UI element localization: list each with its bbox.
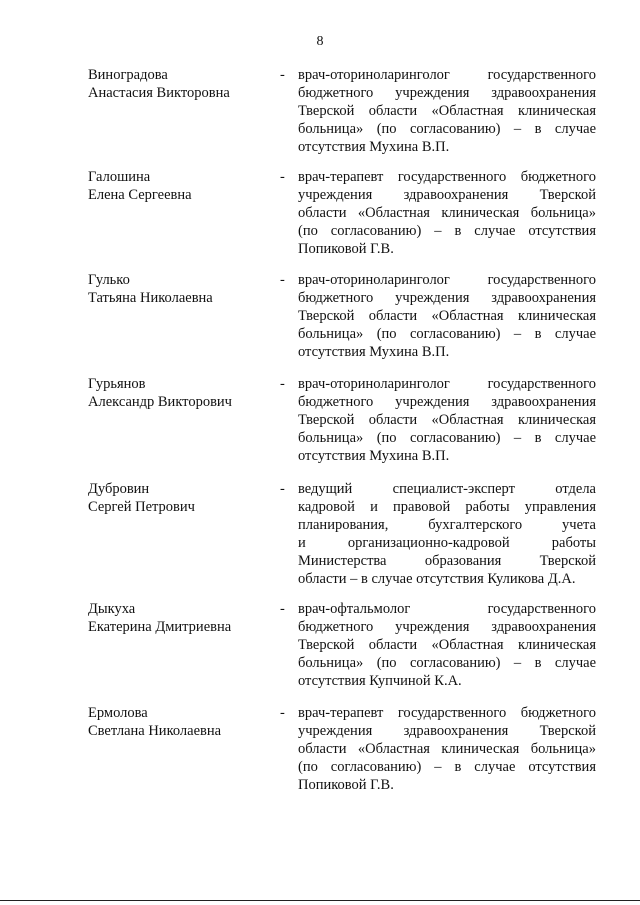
role-line: Тверской области «Областная клиническая	[298, 412, 596, 428]
person-name	[88, 271, 268, 307]
person-name	[88, 168, 268, 204]
given-name: Александр Викторович	[88, 394, 232, 410]
surname: Галошина	[88, 169, 151, 185]
role-line: Попиковой Г.В.	[298, 777, 394, 793]
role-line: бюджетного учреждения здравоохранения	[298, 290, 596, 306]
surname: Гурьянов	[88, 376, 146, 392]
given-name: Татьяна Николаевна	[88, 290, 213, 306]
surname: Дыкуха	[88, 601, 136, 617]
surname: Ермолова	[88, 705, 148, 721]
person-name	[88, 375, 268, 411]
role-line: больница» (по согласованию) – в случае	[298, 121, 596, 137]
role-line: больница» (по согласованию) – в случае	[298, 655, 596, 671]
role-line: врач-терапевт государственного бюджетного	[298, 169, 596, 185]
given-name: Екатерина Дмитриевна	[88, 619, 232, 635]
role-line: ведущий специалист-эксперт отдела	[298, 481, 596, 497]
role-description	[298, 704, 596, 794]
role-line: кадровой и правовой работы управления	[298, 499, 596, 515]
role-line: и организационно-кадровой работы	[298, 535, 596, 551]
person-name	[88, 66, 268, 102]
role-line: (по согласованию) – в случае отсутствия	[298, 759, 596, 775]
role-line: Тверской области «Областная клиническая	[298, 308, 596, 324]
dash: -	[280, 272, 285, 288]
person-name	[88, 600, 268, 636]
given-name: Сергей Петрович	[88, 499, 195, 515]
role-description	[298, 600, 596, 690]
role-line: учреждения здравоохранения Тверской	[298, 723, 596, 739]
page-number: 8	[316, 34, 324, 49]
role-line: области – в случае отсутствия Куликова Д.А.	[298, 571, 576, 587]
role-line: учреждения здравоохранения Тверской	[298, 187, 596, 203]
surname: Дубровин	[88, 481, 150, 497]
role-line: Министерства образования Тверской	[298, 553, 596, 569]
role-line: Тверской области «Областная клиническая	[298, 637, 596, 653]
dash: -	[280, 67, 285, 83]
role-line: больница» (по согласованию) – в случае	[298, 430, 596, 446]
given-name: Светлана Николаевна	[88, 723, 222, 739]
role-line: бюджетного учреждения здравоохранения	[298, 619, 596, 635]
role-line: отсутствия Мухина В.П.	[298, 139, 450, 155]
person-name	[88, 704, 268, 740]
person-name	[88, 480, 268, 516]
role-description	[298, 375, 596, 465]
role-description	[298, 66, 596, 156]
role-line: врач-терапевт государственного бюджетного	[298, 705, 596, 721]
dash: -	[280, 376, 285, 392]
dash: -	[280, 169, 285, 185]
role-description	[298, 480, 596, 588]
role-line: планирования, бухгалтерского учета	[298, 517, 596, 533]
role-line: больница» (по согласованию) – в случае	[298, 326, 596, 342]
role-description	[298, 168, 596, 258]
surname: Виноградова	[88, 67, 168, 83]
role-line: врач-офтальмолог государственного	[298, 601, 596, 617]
role-line: бюджетного учреждения здравоохранения	[298, 394, 596, 410]
role-line: области «Областная клиническая больница»	[298, 205, 596, 221]
role-description	[298, 271, 596, 361]
page-edge-divider	[0, 900, 640, 901]
role-line: врач-оториноларинголог государственного	[298, 376, 596, 392]
dash: -	[280, 705, 285, 721]
surname: Гулько	[88, 272, 130, 288]
role-line: врач-оториноларинголог государственного	[298, 272, 596, 288]
given-name: Анастасия Викторовна	[88, 85, 230, 101]
given-name: Елена Сергеевна	[88, 187, 192, 203]
role-line: отсутствия Мухина В.П.	[298, 344, 450, 360]
role-line: врач-оториноларинголог государственного	[298, 67, 596, 83]
role-line: отсутствия Купчиной К.А.	[298, 673, 462, 689]
role-line: Попиковой Г.В.	[298, 241, 394, 257]
role-line: Тверской области «Областная клиническая	[298, 103, 596, 119]
role-line: (по согласованию) – в случае отсутствия	[298, 223, 596, 239]
dash: -	[280, 481, 285, 497]
role-line: бюджетного учреждения здравоохранения	[298, 85, 596, 101]
role-line: отсутствия Мухина В.П.	[298, 448, 450, 464]
dash: -	[280, 601, 285, 617]
role-line: области «Областная клиническая больница»	[298, 741, 596, 757]
